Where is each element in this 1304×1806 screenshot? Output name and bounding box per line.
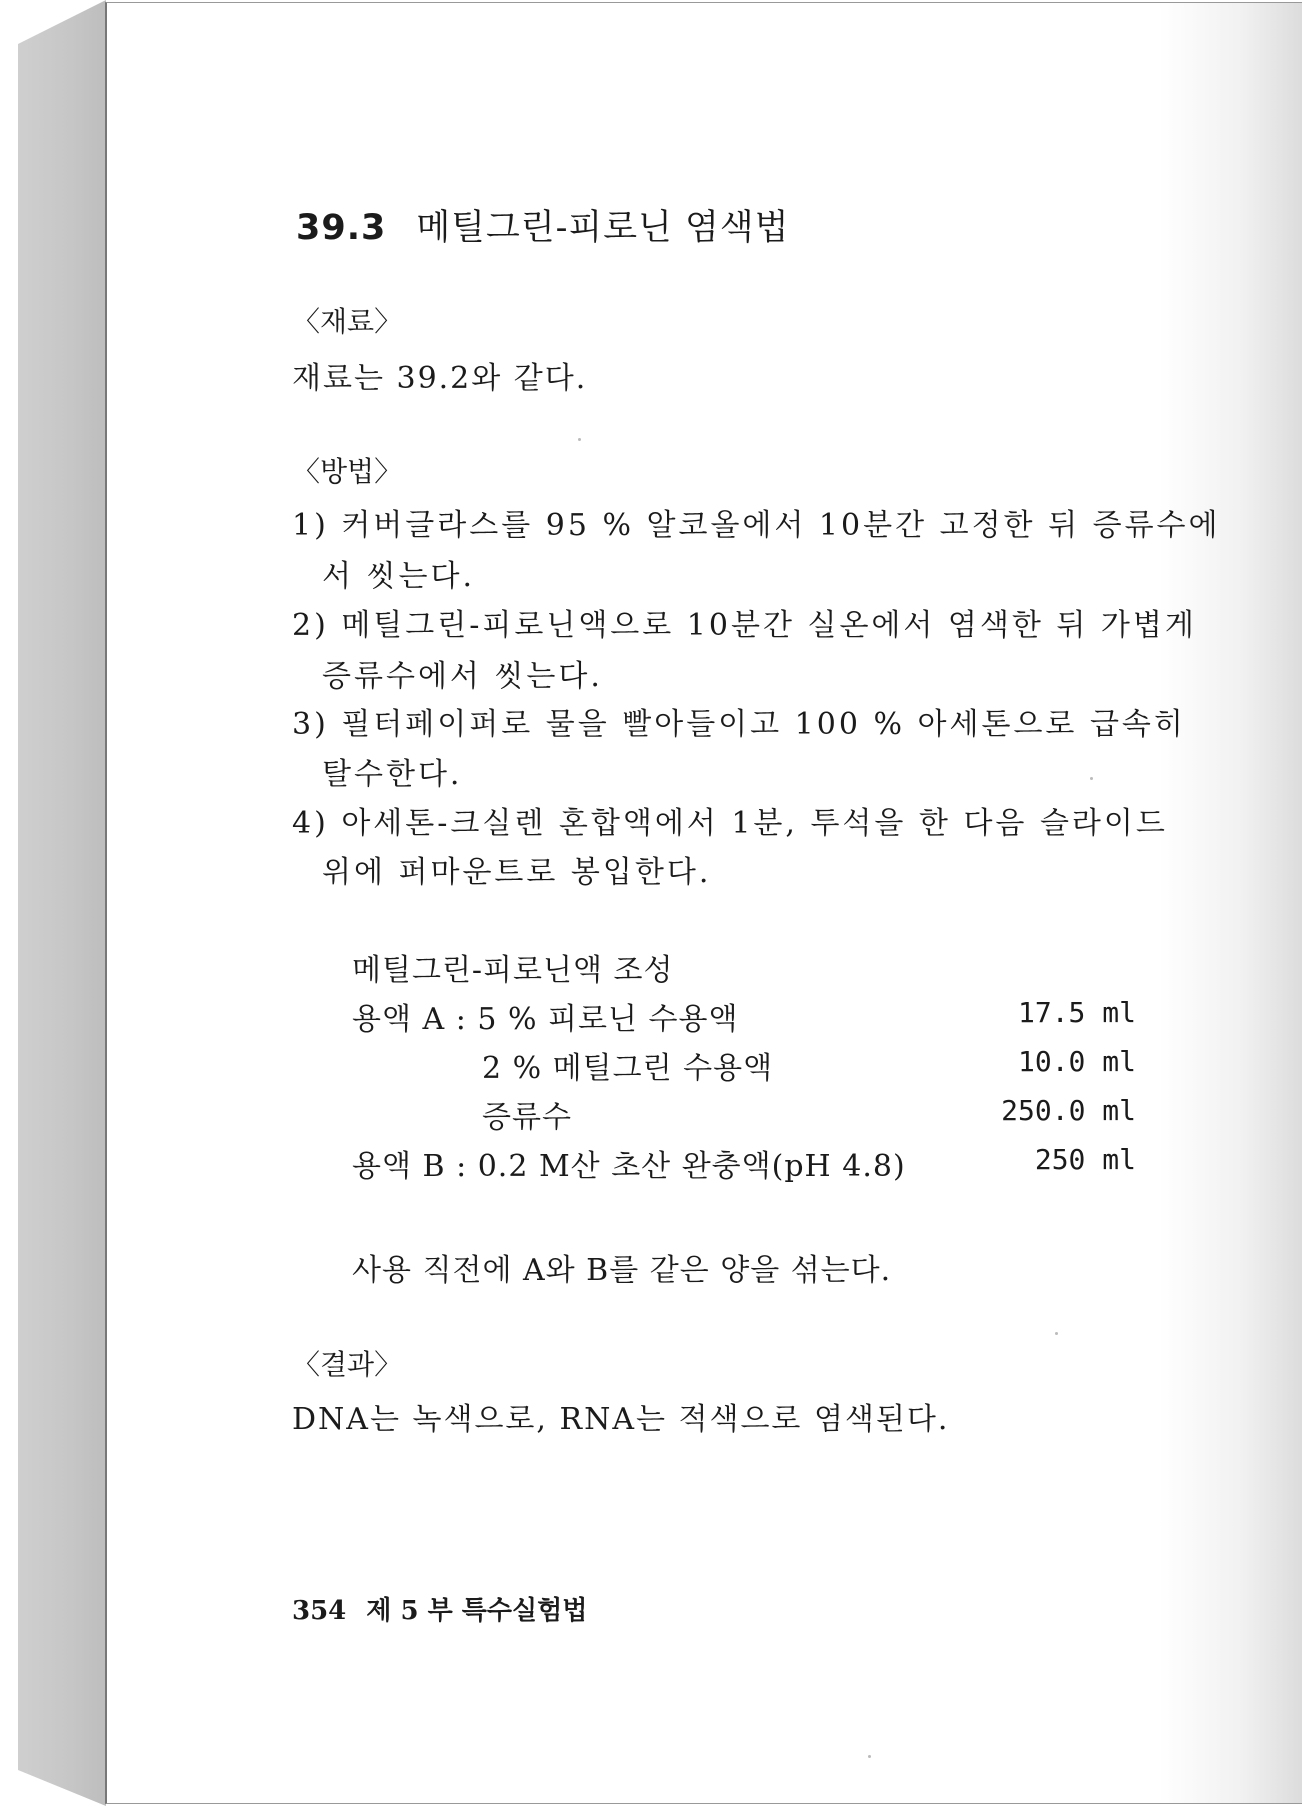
method-step-1-line2: 서 씻는다. (322, 559, 475, 594)
composition-note: 사용 직전에 A와 B를 같은 양을 섞는다. (352, 1253, 892, 1288)
paper-speck (868, 1755, 871, 1758)
paper-speck (578, 438, 581, 441)
method-step-1-line1: 1) 커버글라스를 95 % 알코올에서 10분간 고정한 뒤 증류수에 (292, 508, 1221, 543)
method-step-3-line2: 탈수한다. (322, 757, 463, 792)
paper-speck (1055, 1332, 1058, 1335)
book-spine (18, 0, 106, 1806)
composition-row-amount: 250.0 ml (1001, 1094, 1136, 1127)
page-number: 354 (292, 1596, 347, 1626)
section-title (296, 200, 789, 250)
composition-row-amount: 17.5 ml (1017, 996, 1136, 1029)
method-step-4-line2: 위에 퍼마운트로 봉입한다. (322, 855, 712, 890)
book-page (105, 2, 1302, 1804)
part-title: 제 5 부 특수실험법 (366, 1596, 588, 1626)
composition-row-label: 증류수 (482, 1100, 572, 1135)
section-number: 39.3 (296, 208, 387, 248)
section-title-text: 메틸그린-피로닌 염색법 (416, 208, 790, 248)
composition-row-amount: 250 ml (1034, 1143, 1136, 1176)
page-footer (292, 1590, 587, 1627)
composition-row-label: 2 % 메틸그린 수용액 (482, 1051, 774, 1086)
composition-row-amount: 10.0 ml (1017, 1045, 1136, 1078)
paper-speck (1090, 777, 1093, 780)
composition-title: 메틸그린-피로닌액 조성 (352, 953, 674, 988)
materials-text: 재료는 39.2와 같다. (292, 361, 588, 396)
method-step-2-line1: 2) 메틸그린-피로닌액으로 10분간 실온에서 염색한 뒤 가볍게 (292, 608, 1197, 643)
result-text: DNA는 녹색으로, RNA는 적색으로 염색된다. (292, 1402, 950, 1437)
composition-row-label: 용액 A : 5 % 피로닌 수용액 (352, 1002, 739, 1037)
method-step-4-line1: 4) 아세톤-크실렌 혼합액에서 1분, 투석을 한 다음 슬라이드 (292, 806, 1168, 841)
method-step-2-line2: 증류수에서 씻는다. (322, 659, 603, 694)
method-step-3-line1: 3) 필터페이퍼로 물을 빨아들이고 100 % 아세톤으로 급속히 (292, 707, 1186, 742)
materials-header: 〈재료〉 (292, 305, 403, 338)
result-header: 〈결과〉 (292, 1348, 403, 1381)
composition-row-label: 용액 B : 0.2 M산 초산 완충액(pH 4.8) (352, 1149, 906, 1184)
method-header: 〈방법〉 (292, 455, 403, 488)
